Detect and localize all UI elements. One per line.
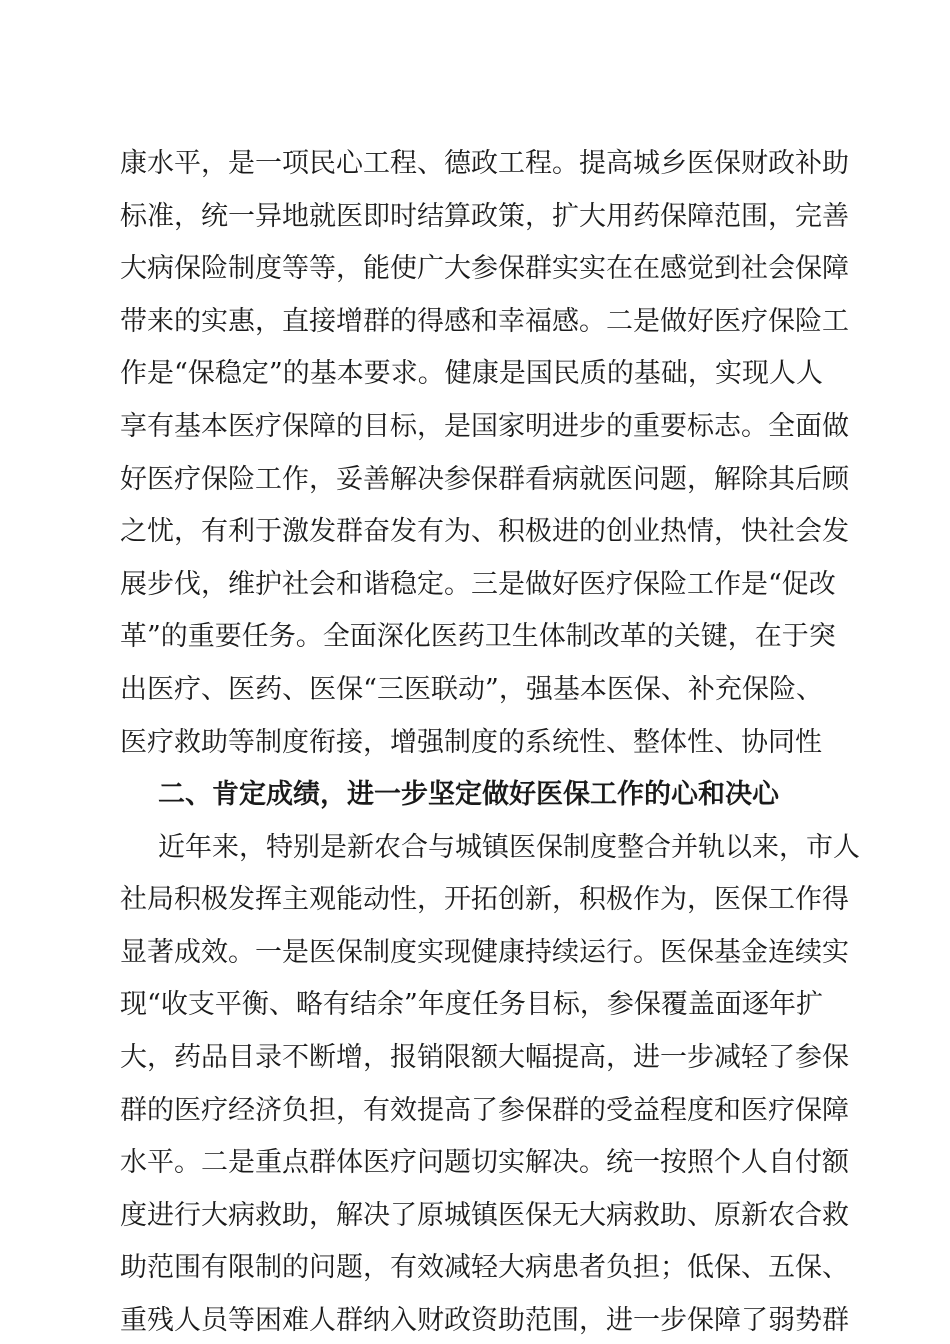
paragraph-line: 群的医疗经济负担，有效提高了参保群的受益程度和医疗保障 (120, 1095, 849, 1126)
paragraph-line: 标准，统一异地就医即时结算政策，扩大用药保障范围，完善 (120, 201, 849, 232)
paragraph-line: 好医疗保险工作，妥善解决参保群看病就医问题，解除其后顾 (120, 464, 849, 495)
paragraph-line: 重残人员等困难人群纳入财政资助范围，进一步保障了弱势群 (120, 1305, 849, 1336)
paragraph-line: 享有基本医疗保障的目标，是国家明进步的重要标志。全面做 (120, 411, 849, 442)
paragraph-line: 带来的实惠，直接增群的得感和幸福感。二是做好医疗保险工 (120, 306, 849, 337)
paragraph-line: 现“收支平衡、略有结余”年度任务目标，参保覆盖面逐年扩 (120, 989, 823, 1020)
paragraph-line: 大病保险制度等等，能使广大参保群实实在在感觉到社会保障 (120, 253, 849, 284)
paragraph-line: 近年来，特别是新农合与城镇医保制度整合并轨以来，市人 (158, 832, 860, 863)
section-heading: 二、肯定成绩，进一步坚定做好医保工作的心和决心 (158, 779, 779, 810)
paragraph-line: 助范围有限制的问题，有效减轻大病患者负担；低保、五保、 (120, 1252, 849, 1283)
paragraph-line: 出医疗、医药、医保“三医联动”，强基本医保、补充保险、 (120, 674, 823, 705)
paragraph-line: 作是“保稳定”的基本要求。健康是国民质的基础，实现人人 (120, 358, 823, 389)
paragraph-line: 大，药品目录不断增，报销限额大幅提高，进一步减轻了参保 (120, 1042, 849, 1073)
paragraph-line: 显著成效。一是医保制度实现健康持续运行。医保基金连续实 (120, 937, 849, 968)
paragraph-line: 社局积极发挥主观能动性，开拓创新，积极作为，医保工作得 (120, 884, 849, 915)
paragraph-line: 水平。二是重点群体医疗问题切实解决。统一按照个人自付额 (120, 1147, 849, 1178)
paragraph-line: 革”的重要任务。全面深化医药卫生体制改革的关键，在于突 (120, 621, 836, 652)
paragraph-line: 之忧，有利于激发群奋发有为、积极进的创业热情，快社会发 (120, 516, 849, 547)
paragraph-line: 康水平，是一项民心工程、德政工程。提高城乡医保财政补助 (120, 148, 849, 179)
paragraph-line: 医疗救助等制度衔接，增强制度的系统性、整体性、协同性 (120, 727, 822, 758)
paragraph-line: 度进行大病救助，解决了原城镇医保无大病救助、原新农合救 (120, 1200, 849, 1231)
paragraph-line: 展步伐，维护社会和谐稳定。三是做好医疗保险工作是“促改 (120, 569, 836, 600)
